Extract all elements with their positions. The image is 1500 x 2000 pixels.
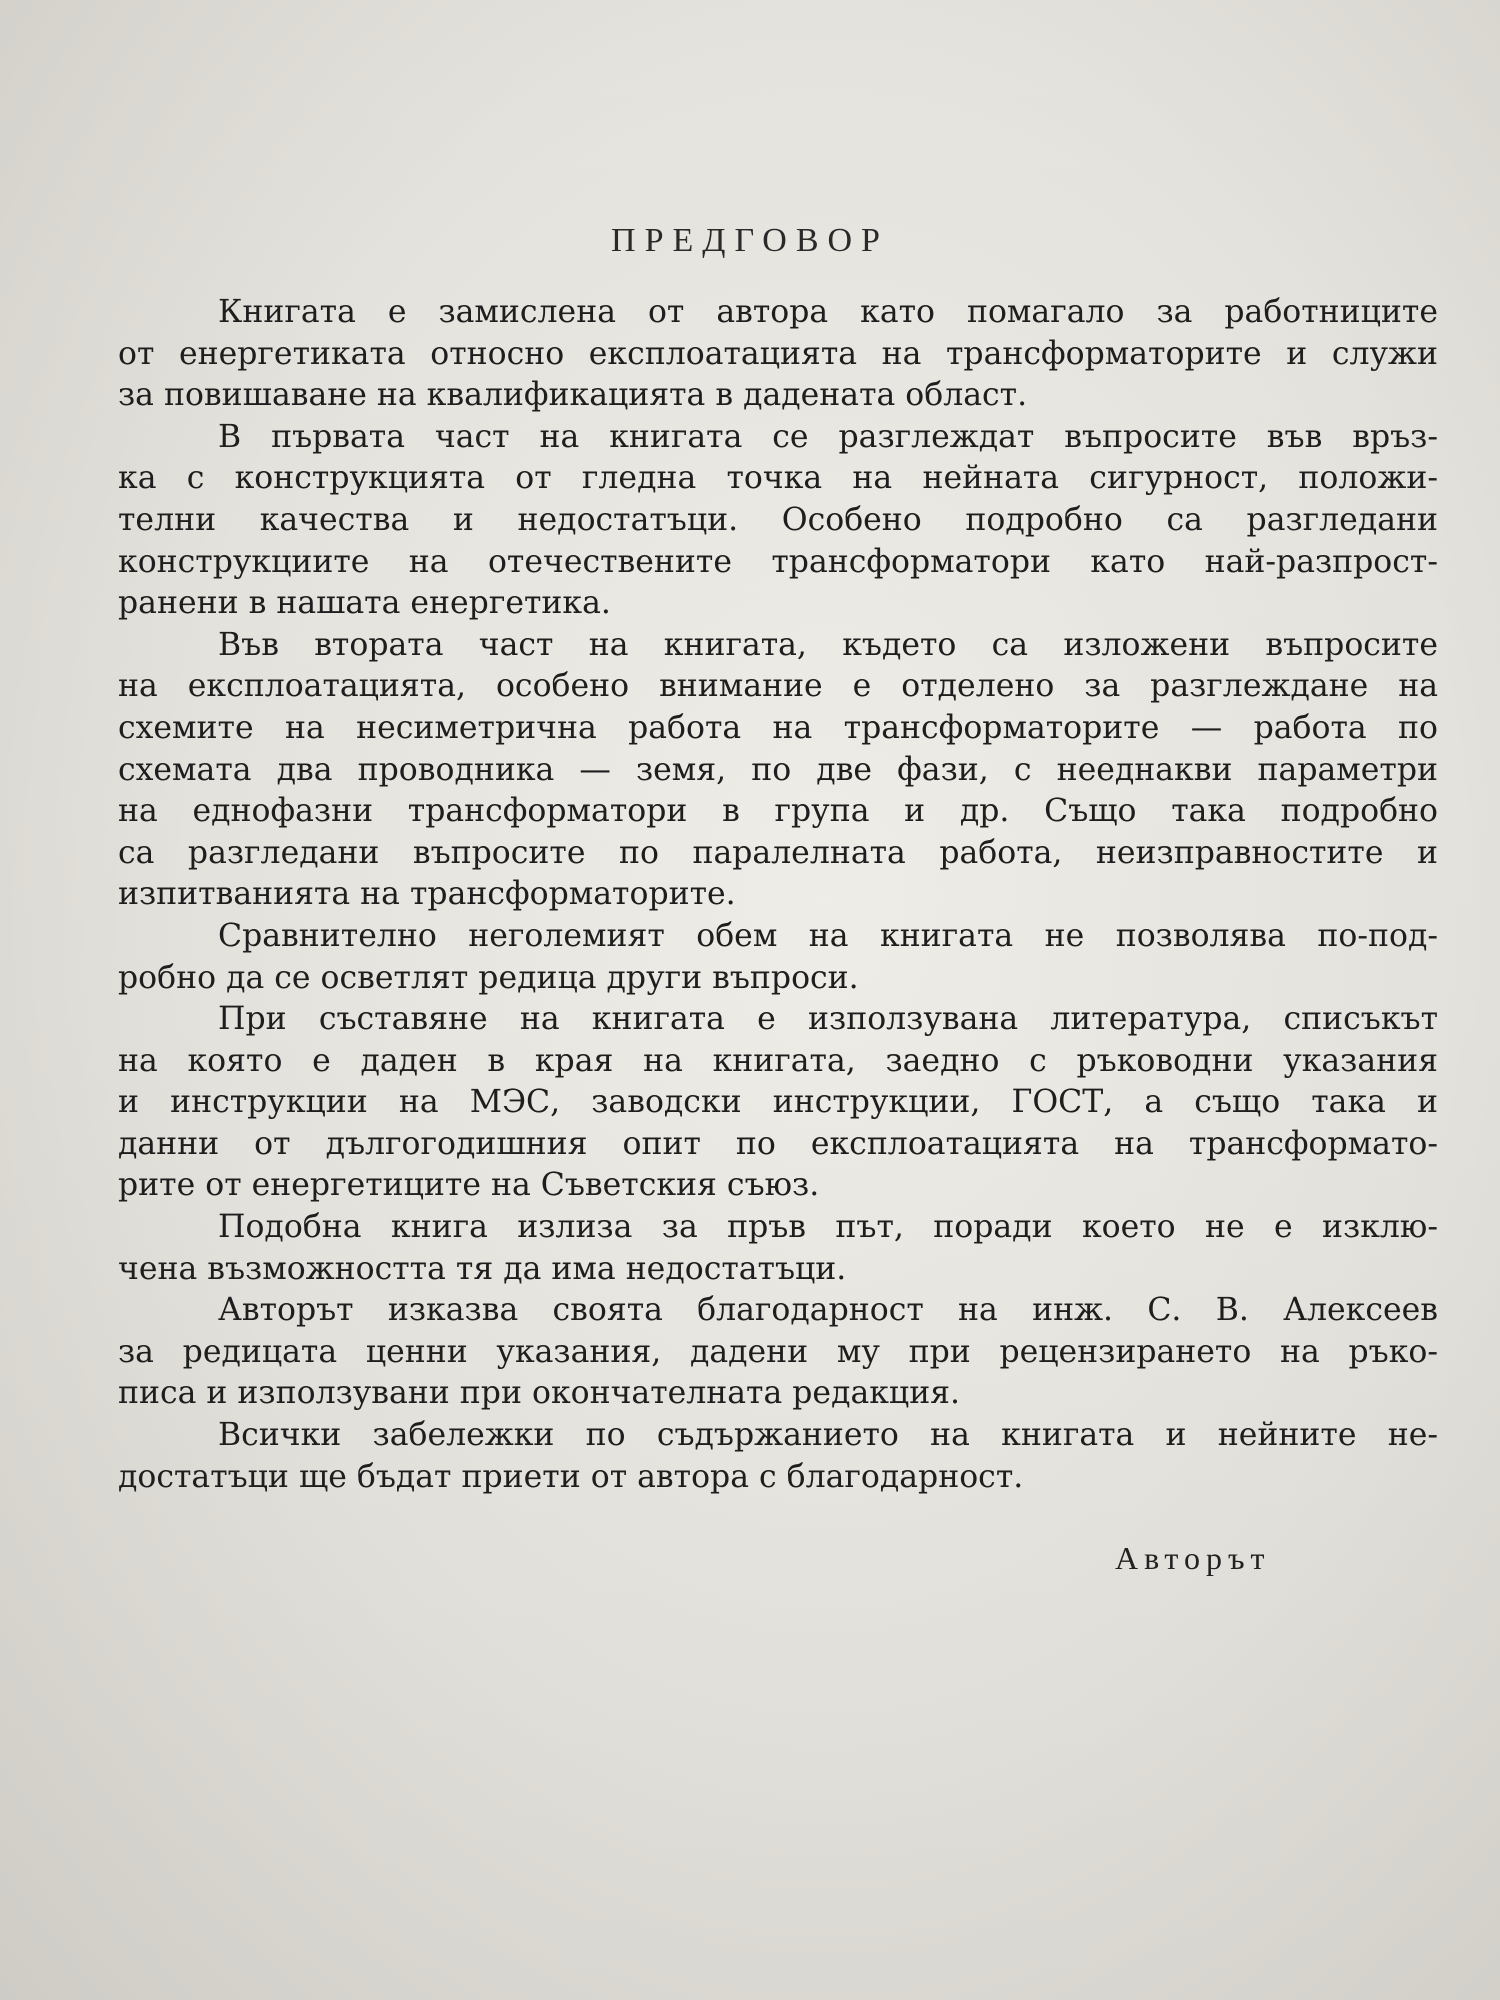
text-line: за повишаване на квалификацията в дадената област.: [118, 377, 1028, 414]
text-line: достатъци ще бъдат приети от автора с благодарност.: [118, 1458, 1024, 1495]
text-line: Във втората част на книгата, където са изложени въпросите: [218, 626, 1438, 663]
text-line: рите от енергетиците на Съветския съюз.: [118, 1167, 820, 1204]
text-line: Всички забележки по съдържанието на книгата и нейните не-: [218, 1417, 1438, 1454]
text-line: писа и използувани при окончателната редакция.: [118, 1375, 961, 1412]
text-line: са разгледани въпросите по паралелната работа, неизправностите и: [118, 834, 1438, 871]
text-line: на еднофазни трансформатори в група и др. Също така подробно: [118, 793, 1438, 830]
preface-body: [118, 292, 1438, 1498]
text-line: конструкциите на отечествените трансформатори като най-разпрост-: [118, 543, 1438, 580]
text-line: данни от дългогодишния опит по експлоатацията на трансформато-: [118, 1125, 1438, 1162]
text-line: на експлоатацията, особено внимание е отделено за разглеждане на: [118, 668, 1438, 705]
text-line: Сравнително неголемият обем на книгата не позволява по-под-: [218, 917, 1438, 954]
text-line: ранени в нашата енергетика.: [118, 585, 611, 622]
text-line: на която е даден в края на книгата, заедно с ръководни указания: [118, 1042, 1438, 1079]
text-line: Подобна книга излиза за пръв път, поради което не е изклю-: [218, 1209, 1438, 1246]
text-line: В първата част на книгата се разглеждат въпросите във връз-: [218, 418, 1438, 455]
text-line: Авторът изказва своята благодарност на инж. С. В. Алексеев: [218, 1292, 1438, 1329]
author-signature: Авторът: [1115, 1540, 1271, 1576]
text-line: за редицата ценни указания, дадени му при рецензирането на ръко-: [118, 1333, 1438, 1370]
text-line: и инструкции на МЭС, заводски инструкции, ГОСТ, а също така и: [118, 1084, 1438, 1121]
text-line: схемите на несиметрична работа на трансформаторите — работа по: [118, 709, 1438, 746]
text-line: Книгата е замислена от автора като помагало за работниците: [218, 294, 1438, 330]
text-line: чена възможността тя да има недостатъци.: [118, 1250, 847, 1287]
text-line: При съставяне на книгата е използувана литература, списъкът: [218, 1001, 1438, 1038]
text-line: схемата два проводника — земя, по две фази, с нееднакви параметри: [118, 751, 1438, 788]
text-line: от енергетиката относно експлоатацията на трансформаторите и служи: [118, 335, 1438, 372]
text-line: изпитванията на трансформаторите.: [118, 876, 736, 913]
text-line: робно да се осветлят редица други въпроси.: [118, 959, 859, 996]
text-line: ка с конструкцията от гледна точка на нейната сигурност, положи-: [118, 460, 1438, 497]
page-title: ПРЕДГОВОР: [611, 222, 889, 259]
text-line: телни качества и недостатъци. Особено подробно са разгледани: [118, 501, 1438, 538]
